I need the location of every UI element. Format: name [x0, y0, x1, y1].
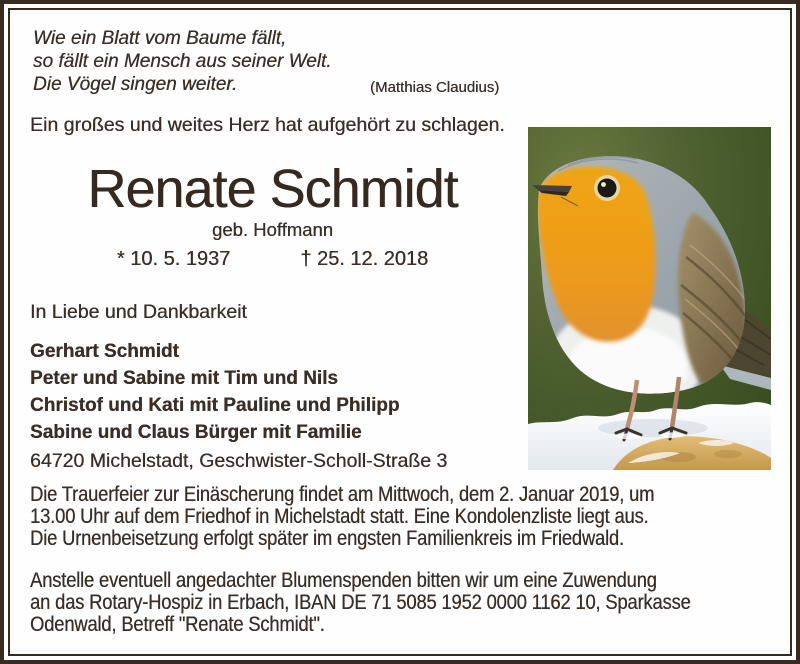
mourner-line: Gerhart Schmidt [30, 341, 179, 362]
funeral-info [30, 484, 769, 550]
funeral-info-line: Die Urnenbeisetzung erfolgt später im engsten Familienkreis im Friedwald. [30, 527, 624, 550]
donation-info-line: Anstelle eventuell angedachter Blumenspenden bitten wir um eine Zuwendung [30, 569, 657, 592]
donation-info-line: Odenwald, Betreff "Renate Schmidt". [30, 613, 325, 636]
life-dates [20, 248, 525, 271]
funeral-info-line: 13.00 Uhr auf dem Friedhof in Michelstadt statt. Eine Kondolenzliste liegt aus. [30, 505, 649, 528]
mourner-line: Sabine und Claus Bürger mit Familie [30, 422, 362, 443]
address-line: 64720 Michelstadt, Geschwister-Scholl-Straße 3 [30, 450, 448, 472]
maiden-name: geb. Hoffmann [211, 219, 334, 240]
robin-photo [528, 127, 771, 470]
opening-line: Ein großes und weites Herz hat aufgehört zu schlagen. [30, 114, 505, 136]
poem [33, 27, 332, 96]
funeral-info-line: Die Trauerfeier zur Einäscherung findet am Mittwoch, dem 2. Januar 2019, um [30, 483, 655, 506]
poem-attribution: (Matthias Claudius) [370, 79, 500, 96]
mourner-line: Christof und Kati mit Pauline und Philipp [30, 395, 400, 416]
mourners-list [30, 338, 399, 446]
deceased-name: Renate Schmidt [87, 159, 458, 219]
death-date: † 25. 12. 2018 [300, 248, 429, 270]
tribute-line: In Liebe und Dankbarkeit [30, 301, 247, 323]
donation-info-line: an das Rotary-Hospiz in Erbach, IBAN DE 71 5085 1952 0000 1162 10, Sparkasse [30, 591, 691, 614]
birth-date: * 10. 5. 1937 [116, 248, 231, 270]
mourner-line: Peter und Sabine mit Tim und Nils [30, 368, 338, 389]
poem-line: Die Vögel singen weiter. [33, 74, 238, 95]
poem-line: so fällt ein Mensch aus seiner Welt. [33, 51, 332, 72]
poem-line: Wie ein Blatt vom Baume fällt, [33, 28, 287, 49]
donation-info [30, 570, 769, 636]
